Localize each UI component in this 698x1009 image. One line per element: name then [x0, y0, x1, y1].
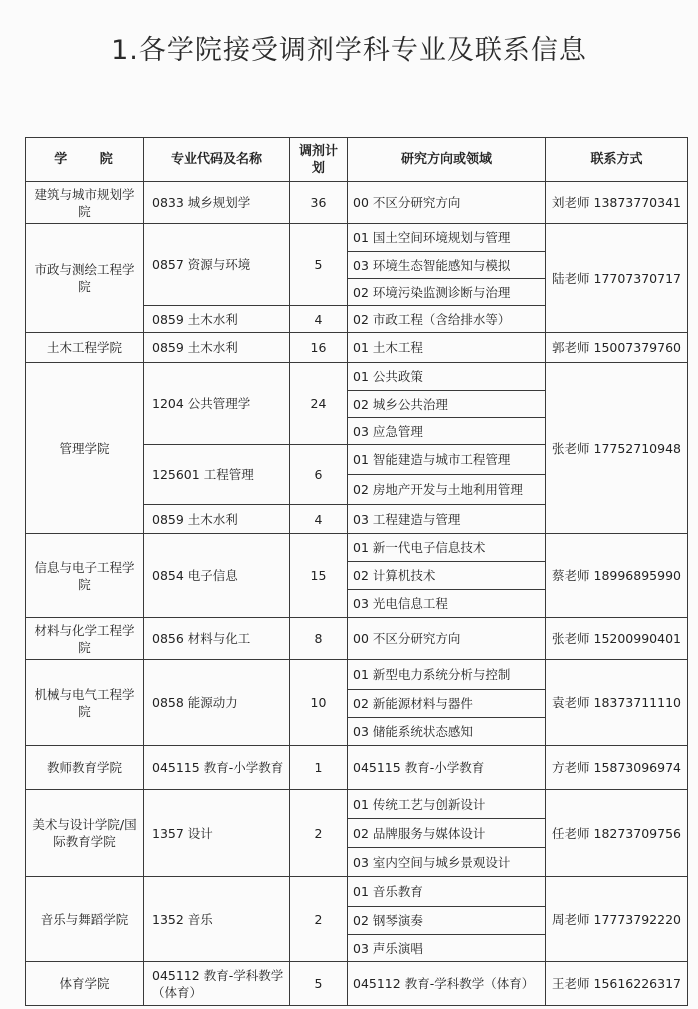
contact-cell: 周老师 17773792220 [546, 877, 688, 962]
direction-cell: 01 国土空间环境规划与管理 [348, 224, 546, 252]
table-row [26, 660, 688, 690]
college-cell: 音乐与舞蹈学院 [26, 877, 144, 962]
table-row [26, 877, 688, 907]
contact-cell: 刘老师 13873770341 [546, 182, 688, 224]
direction-cell: 03 应急管理 [348, 418, 546, 445]
direction-cell: 02 市政工程（含给排水等） [348, 306, 546, 333]
major-cell: 0859 土木水利 [144, 306, 290, 333]
direction-cell: 00 不区分研究方向 [348, 182, 546, 224]
plan-cell: 36 [290, 182, 348, 224]
table-row [26, 333, 688, 363]
major-cell: 0833 城乡规划学 [144, 182, 290, 224]
direction-cell: 03 环境生态智能感知与模拟 [348, 252, 546, 279]
direction-cell: 02 品牌服务与媒体设计 [348, 819, 546, 848]
header-plan: 调剂计划 [290, 138, 348, 182]
header-direction: 研究方向或领域 [348, 138, 546, 182]
plan-cell: 10 [290, 660, 348, 746]
major-cell: 1357 设计 [144, 790, 290, 877]
plan-cell: 4 [290, 306, 348, 333]
major-cell: 0858 能源动力 [144, 660, 290, 746]
table-row [26, 534, 688, 562]
contact-cell: 郭老师 15007379760 [546, 333, 688, 363]
admissions-table [25, 137, 688, 1006]
direction-cell: 01 传统工艺与创新设计 [348, 790, 546, 819]
plan-cell: 6 [290, 445, 348, 505]
direction-cell: 02 城乡公共治理 [348, 391, 546, 418]
header-row [26, 138, 688, 182]
direction-cell: 01 公共政策 [348, 363, 546, 391]
major-cell: 0859 土木水利 [144, 505, 290, 534]
contact-cell: 方老师 15873096974 [546, 746, 688, 790]
contact-cell: 张老师 15200990401 [546, 618, 688, 660]
direction-cell: 00 不区分研究方向 [348, 618, 546, 660]
direction-cell: 01 智能建造与城市工程管理 [348, 445, 546, 475]
direction-cell: 01 新一代电子信息技术 [348, 534, 546, 562]
table-row [26, 790, 688, 819]
college-cell: 土木工程学院 [26, 333, 144, 363]
table-row [26, 618, 688, 660]
header-major: 专业代码及名称 [144, 138, 290, 182]
page-title: 1.各学院接受调剂学科专业及联系信息 [111, 35, 587, 66]
plan-cell: 8 [290, 618, 348, 660]
header-contact: 联系方式 [546, 138, 688, 182]
contact-cell: 张老师 17752710948 [546, 363, 688, 534]
direction-cell: 01 土木工程 [348, 333, 546, 363]
plan-cell: 1 [290, 746, 348, 790]
table-row [26, 224, 688, 252]
direction-cell: 01 新型电力系统分析与控制 [348, 660, 546, 690]
direction-cell: 02 钢琴演奏 [348, 907, 546, 935]
plan-cell: 24 [290, 363, 348, 445]
college-cell: 体育学院 [26, 962, 144, 1006]
direction-cell: 045112 教育-学科教学（体育） [348, 962, 546, 1006]
college-cell: 管理学院 [26, 363, 144, 534]
direction-cell: 02 计算机技术 [348, 562, 546, 590]
college-cell: 建筑与城市规划学院 [26, 182, 144, 224]
major-cell: 1204 公共管理学 [144, 363, 290, 445]
major-cell: 0857 资源与环境 [144, 224, 290, 306]
direction-cell: 02 环境污染监测诊断与治理 [348, 279, 546, 306]
plan-cell: 16 [290, 333, 348, 363]
major-cell: 0859 土木水利 [144, 333, 290, 363]
table-row [26, 182, 688, 224]
college-cell: 材料与化学工程学院 [26, 618, 144, 660]
direction-cell: 02 新能源材料与器件 [348, 690, 546, 718]
college-cell: 市政与测绘工程学院 [26, 224, 144, 333]
direction-cell: 03 光电信息工程 [348, 590, 546, 618]
contact-cell: 任老师 18273709756 [546, 790, 688, 877]
college-cell: 机械与电气工程学院 [26, 660, 144, 746]
college-cell: 信息与电子工程学院 [26, 534, 144, 618]
table-row [26, 962, 688, 1006]
direction-cell: 03 室内空间与城乡景观设计 [348, 848, 546, 877]
plan-cell: 2 [290, 790, 348, 877]
contact-cell: 王老师 15616226317 [546, 962, 688, 1006]
direction-cell: 03 声乐演唱 [348, 935, 546, 962]
direction-cell: 045115 教育-小学教育 [348, 746, 546, 790]
contact-cell: 蔡老师 18996895990 [546, 534, 688, 618]
direction-cell: 03 储能系统状态感知 [348, 718, 546, 746]
contact-cell: 陆老师 17707370717 [546, 224, 688, 333]
major-cell: 045112 教育-学科教学（体育） [144, 962, 290, 1006]
table-row [26, 746, 688, 790]
contact-cell: 袁老师 18373711110 [546, 660, 688, 746]
college-cell: 教师教育学院 [26, 746, 144, 790]
major-cell: 125601 工程管理 [144, 445, 290, 505]
table-row [26, 363, 688, 391]
direction-cell: 02 房地产开发与土地利用管理 [348, 475, 546, 505]
header-college: 学 院 [26, 138, 144, 182]
direction-cell: 01 音乐教育 [348, 877, 546, 907]
plan-cell: 5 [290, 962, 348, 1006]
plan-cell: 5 [290, 224, 348, 306]
major-cell: 1352 音乐 [144, 877, 290, 962]
direction-cell: 03 工程建造与管理 [348, 505, 546, 534]
major-cell: 0856 材料与化工 [144, 618, 290, 660]
major-cell: 045115 教育-小学教育 [144, 746, 290, 790]
plan-cell: 2 [290, 877, 348, 962]
plan-cell: 4 [290, 505, 348, 534]
major-cell: 0854 电子信息 [144, 534, 290, 618]
college-cell: 美术与设计学院/国际教育学院 [26, 790, 144, 877]
plan-cell: 15 [290, 534, 348, 618]
